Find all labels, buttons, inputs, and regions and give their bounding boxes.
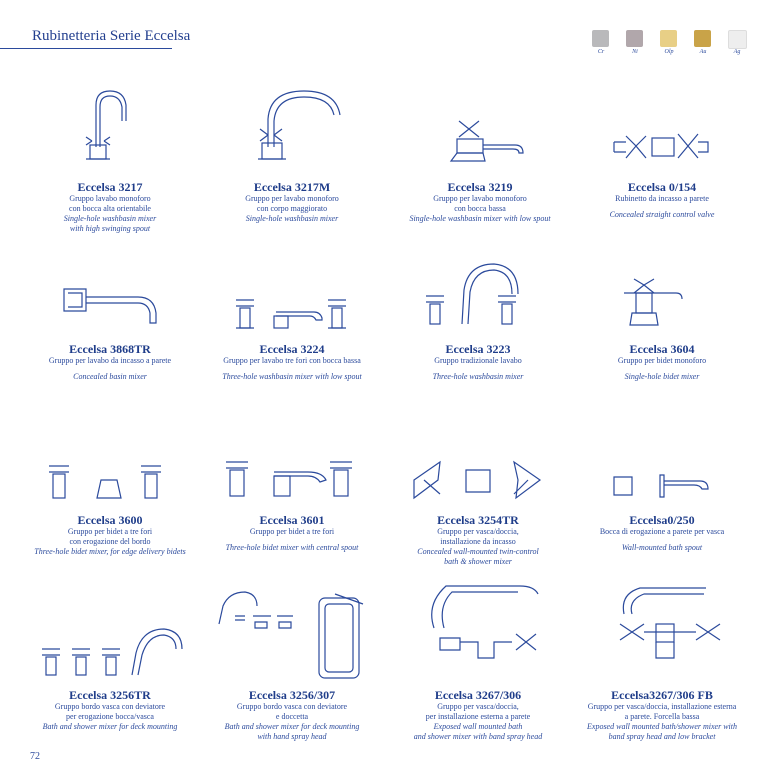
basin-mixer-3868tr-illustration (58, 275, 168, 330)
bath-mixer-3267-306-fb-illustration (610, 580, 730, 665)
product-name: Eccelsa 3267/306 (434, 688, 522, 702)
product-desc-en: Concealed basin mixer (73, 372, 147, 381)
finish-swatch-au (694, 30, 711, 47)
product-eccelsa-3223 (383, 342, 573, 382)
product-desc-en: and shower mixer with band spray head (413, 732, 543, 741)
product-desc-it: Gruppo per vasca/doccia, (437, 702, 519, 711)
product-eccelsa-0154 (567, 180, 757, 220)
finish-label-ni: Ni (632, 49, 638, 55)
bath-mixer-3256-307-illustration (215, 588, 365, 683)
product-desc-it: per erogazione bocca/vasca (66, 712, 154, 721)
product-desc-it: Gruppo per bidet monoforo (617, 356, 707, 365)
faucet-3217m-illustration (240, 85, 350, 165)
bath-mixer-3256tr-illustration (40, 625, 190, 680)
product-eccelsa-3601 (197, 513, 387, 553)
product-eccelsa-3256tr (15, 688, 205, 732)
valve-0154-illustration (608, 120, 718, 170)
product-name: Eccelsa 3256TR (69, 688, 151, 702)
product-name: Eccelsa 3217 (77, 180, 143, 194)
product-name: Eccelsa 3223 (445, 342, 511, 356)
product-eccelsa-3267-306-fb (567, 688, 757, 742)
bath-mixer-3254tr-illustration (410, 458, 550, 503)
finish-label-cr: Cr (597, 49, 605, 55)
product-name: Eccelsa0/250 (629, 513, 695, 527)
product-desc-en: Three-hole bidet mixer, for edge delivery bidets (34, 547, 186, 556)
finish-swatch-olp (660, 30, 677, 47)
bidet-mixer-3601-illustration (222, 452, 362, 502)
product-desc-it: Gruppo per bidet a tre fori (249, 527, 335, 536)
faucet-3224-illustration (232, 290, 372, 335)
product-desc-it: Gruppo tradizionale lavabo (434, 356, 522, 365)
product-desc-en: Single-hole washbasin mixer (63, 214, 157, 223)
bidet-mixer-3600-illustration (45, 458, 175, 503)
finish-swatch-ag (728, 30, 747, 49)
bath-mixer-3267-306-illustration (420, 578, 550, 663)
product-desc-en: Single-hole bidet mixer (624, 372, 700, 381)
product-desc-it: per installazione esterna a parete (425, 712, 531, 721)
product-desc-it: Gruppo per bidet a tre fori (67, 527, 153, 536)
product-eccelsa-3267-306 (383, 688, 573, 742)
product-desc-en: band spray head and low bracket (608, 732, 716, 741)
product-desc-en: Three-hole bidet mixer with central spout (225, 543, 359, 552)
product-name: Eccelsa 3224 (259, 342, 325, 356)
page-number: 72 (30, 751, 40, 762)
product-desc-en: Bath and shower mixer for deck mounting (42, 722, 178, 731)
product-eccelsa-3868tr (15, 342, 205, 382)
product-desc-en: Concealed straight control valve (609, 210, 715, 219)
product-name: Eccelsa 3219 (447, 180, 513, 194)
product-desc-en: Single-hole washbasin mixer (245, 214, 339, 223)
page-title: Rubinetteria Serie Eccelsa (32, 28, 191, 44)
faucet-3219-illustration (435, 105, 535, 165)
product-name: Eccelsa 3868TR (69, 342, 151, 356)
product-name: Eccelsa 3604 (629, 342, 695, 356)
finish-swatch-ni (626, 30, 643, 47)
product-desc-it: Gruppo per vasca/doccia, (437, 527, 519, 536)
product-name: Eccelsa 0/154 (627, 180, 697, 194)
product-desc-en: Wall-mounted bath spout (621, 543, 703, 552)
product-desc-it: Gruppo per lavabo monoforo (433, 194, 527, 203)
product-name: Eccelsa 3217M (253, 180, 331, 194)
product-desc-en: bath & shower mixer (444, 557, 512, 566)
product-eccelsa-3604 (567, 342, 757, 382)
product-desc-it: con bocca alta orientabile (69, 204, 151, 213)
product-desc-it: Gruppo per vasca/doccia, installazione esterna (587, 702, 737, 711)
product-desc-it: Gruppo lavabo monoforo (69, 194, 151, 203)
product-eccelsa-3254tr (383, 513, 573, 567)
product-eccelsa-3256-307 (197, 688, 387, 742)
product-desc-it: con bocca bassa (454, 204, 506, 213)
product-desc-it: Rubinetto da incasso a parete (615, 194, 709, 203)
finish-label-olp: Olp (664, 49, 674, 55)
title-underline (0, 48, 172, 49)
product-desc-it: Gruppo bordo vasca con deviatore (236, 702, 348, 711)
product-name: Eccelsa 3256/307 (248, 688, 336, 702)
product-eccelsa-0250 (567, 513, 757, 553)
product-desc-it: a parete. Forcella bassa (624, 712, 700, 721)
product-eccelsa-3219 (385, 180, 575, 224)
faucet-3217-illustration (60, 85, 140, 165)
product-eccelsa-3217m (197, 180, 387, 224)
product-desc-en: Three-hole washbasin mixer (432, 372, 524, 381)
faucet-3223-illustration (418, 260, 528, 330)
product-eccelsa-3217 (15, 180, 205, 234)
bidet-mixer-3604-illustration (620, 265, 690, 330)
product-eccelsa-3224 (197, 342, 387, 382)
product-desc-it: con erogazione del bordo (69, 537, 151, 546)
product-desc-it: Gruppo per lavabo tre fori con bocca bassa (223, 356, 361, 365)
product-name: Eccelsa 3600 (77, 513, 143, 527)
product-desc-en: with high swinging spout (69, 224, 151, 233)
product-desc-en: Exposed wall mounted bath (433, 722, 523, 731)
finish-label-ag: Ag (733, 49, 741, 55)
product-desc-en: Concealed wall-mounted twin-control (417, 547, 539, 556)
product-name: Eccelsa 3254TR (437, 513, 519, 527)
product-desc-it: con corpo maggiorato (256, 204, 328, 213)
product-desc-en: Bath and shower mixer for deck mounting (224, 722, 360, 731)
product-desc-en: Single-hole washbasin mixer with low spout (409, 214, 551, 223)
product-eccelsa-3600 (15, 513, 205, 557)
product-name: Eccelsa 3601 (259, 513, 325, 527)
product-desc-en: Exposed wall mounted bath/shower mixer with (587, 722, 737, 731)
product-desc-en: with hand spray head (257, 732, 327, 741)
product-desc-en: Three-hole washbasin mixer with low spout (222, 372, 362, 381)
product-desc-it: Gruppo bordo vasca con deviatore (54, 702, 166, 711)
finish-swatch-cr (592, 30, 609, 47)
product-desc-it: installazione da incasso (440, 537, 516, 546)
product-desc-it: Gruppo per lavabo monoforo (245, 194, 339, 203)
finish-label-au: Au (699, 49, 707, 55)
product-desc-it: Bocca di erogazione a parete per vasca (599, 527, 725, 536)
product-desc-it: e doccetta (275, 712, 309, 721)
product-name: Eccelsa3267/306 FB (611, 688, 713, 702)
bath-spout-0250-illustration (608, 465, 718, 505)
product-desc-it: Gruppo per lavabo da incasso a parete (48, 356, 172, 365)
